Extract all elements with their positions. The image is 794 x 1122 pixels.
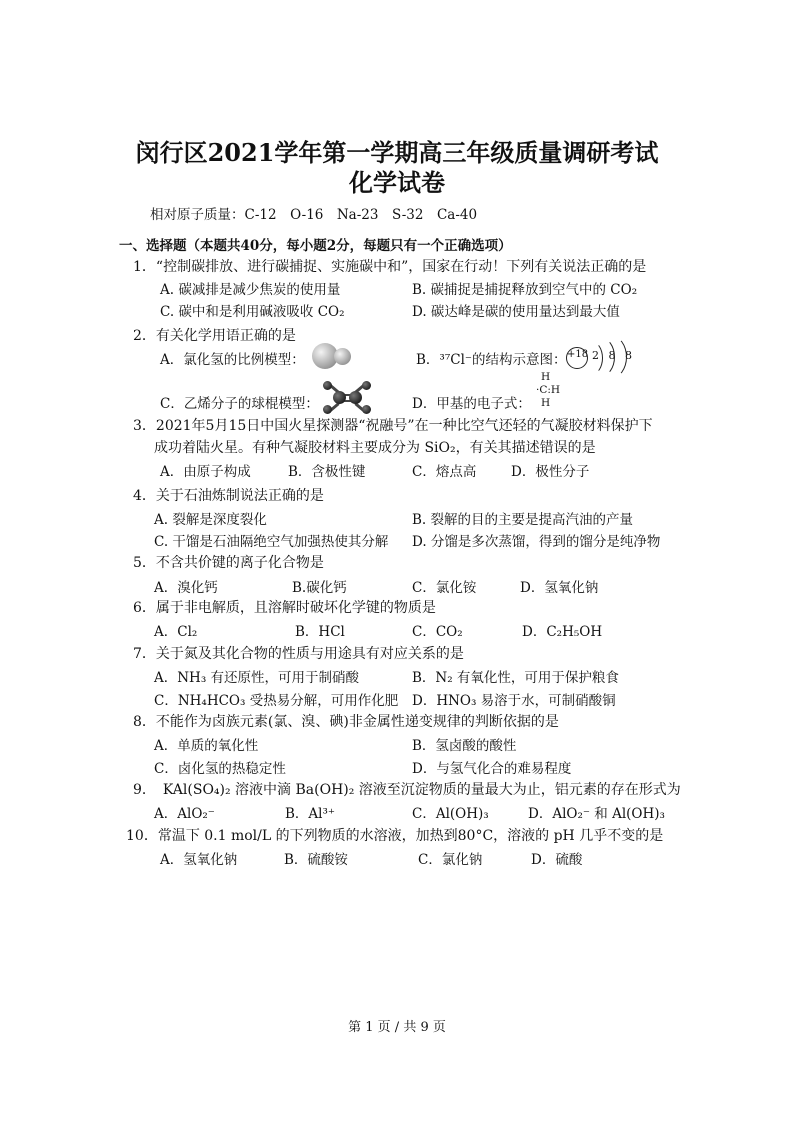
q2-option-d: D．甲基的电子式： bbox=[412, 396, 531, 412]
q10-stem: 10．常温下 0.1 mol/L 的下列物质的水溶液，加热到80°C，溶液的 pH 几乎不变的是 bbox=[126, 828, 664, 844]
q5-option-d: D．氢氧化钠 bbox=[520, 580, 599, 596]
q7-option-c: C．NH₄HCO₃ 受热易分解，可用作化肥 bbox=[154, 693, 399, 709]
q9-option-b: B．Al³⁺ bbox=[285, 806, 336, 822]
q7-stem: 7．关于氮及其化合物的性质与用途具有对应关系的是 bbox=[133, 646, 464, 662]
q2-stem: 2．有关化学用语正确的是 bbox=[133, 328, 296, 344]
q2-option-b: B．³⁷Cl⁻的结构示意图： bbox=[416, 352, 567, 368]
q3-option-a: A．由原子构成 bbox=[160, 464, 251, 480]
q8-option-c: C．卤化氢的热稳定性 bbox=[154, 761, 286, 777]
q8-option-d: D．与氢气化合的难易程度 bbox=[412, 761, 572, 777]
section-heading: 一、选择题（本题共40分，每小题2分，每题只有一个正确选项） bbox=[119, 238, 512, 254]
q6-option-d: D．C₂H₅OH bbox=[522, 624, 603, 640]
q5-option-a: A．溴化钙 bbox=[154, 580, 218, 596]
nucleus-charge: +18 bbox=[567, 349, 589, 360]
q1-option-c: C. 碳中和是利用碱液吸收 CO₂ bbox=[160, 304, 345, 320]
q3-stem: 3．2021年5月15日中国火星探测器“祝融号”在一种比空气还轻的气凝胶材料保护下 bbox=[133, 418, 653, 434]
q4-option-a: A. 裂解是深度裂化 bbox=[154, 512, 267, 528]
q8-option-a: A．单质的氧化性 bbox=[154, 738, 259, 754]
q10-option-a: A．氢氧化钠 bbox=[160, 852, 238, 868]
q5-option-b: B.碳化钙 bbox=[292, 580, 347, 596]
q8-option-b: B．氢卤酸的酸性 bbox=[412, 738, 517, 754]
cl-ion-structure-diagram bbox=[566, 335, 636, 375]
q3-option-d: D．极性分子 bbox=[511, 464, 590, 480]
electron-shells: 2 8 8 bbox=[592, 349, 635, 362]
page-number-footer: 第 1 页 / 共 9 页 bbox=[348, 1020, 446, 1035]
q8-stem: 8．不能作为卤族元素(氯、溴、碘)非金属性递变规律的判断依据的是 bbox=[133, 714, 559, 730]
q4-option-b: B. 裂解的目的主要是提高汽油的产量 bbox=[412, 512, 634, 528]
hcl-space-filling-model bbox=[312, 343, 357, 369]
q4-option-d: D. 分馏是多次蒸馏，得到的馏分是纯净物 bbox=[412, 534, 661, 550]
exam-subtitle: 化学试卷 bbox=[349, 168, 445, 197]
q6-stem: 6．属于非电解质，且溶解时破坏化学键的物质是 bbox=[133, 600, 436, 616]
q7-option-d: D．HNO₃ 易溶于水，可制硝酸铜 bbox=[412, 693, 616, 709]
q9-stem: 9． KAl(SO₄)₂ 溶液中滴 Ba(OH)₂ 溶液至沉淀物质的量最大为止，铝元素的存在形式为 bbox=[133, 782, 681, 798]
q9-option-d: D．AlO₂⁻ 和 Al(OH)₃ bbox=[528, 806, 665, 822]
q4-stem: 4．关于石油炼制说法正确的是 bbox=[133, 488, 324, 504]
ethylene-ball-stick-model bbox=[323, 381, 371, 415]
q3-option-c: C．熔点高 bbox=[412, 464, 477, 480]
q6-option-a: A．Cl₂ bbox=[154, 624, 198, 640]
q6-option-b: B．HCl bbox=[295, 624, 345, 640]
q3-option-b: B．含极性键 bbox=[288, 464, 366, 480]
q1-option-a: A. 碳减排是减少焦炭的使用量 bbox=[160, 282, 341, 298]
q1-option-d: D. 碳达峰是碳的使用量达到最大值 bbox=[412, 304, 620, 320]
methyl-electron-formula: H ·C:H H bbox=[536, 371, 561, 409]
q4-option-c: C. 干馏是石油隔绝空气加强热使其分解 bbox=[154, 534, 389, 550]
exam-title: 闵行区2021学年第一学期高三年级质量调研考试 bbox=[135, 138, 659, 167]
q7-option-a: A．NH₃ 有还原性，可用于制硝酸 bbox=[154, 670, 360, 686]
q7-option-b: B．N₂ 有氧化性，可用于保护粮食 bbox=[412, 670, 619, 686]
q3-stem-cont: 成功着陆火星。有种气凝胶材料主要成分为 SiO₂，有关其描述错误的是 bbox=[154, 440, 596, 456]
q2-option-c: C．乙烯分子的球棍模型： bbox=[160, 396, 319, 412]
q6-option-c: C．CO₂ bbox=[412, 624, 463, 640]
q10-option-c: C．氯化钠 bbox=[418, 852, 483, 868]
q5-stem: 5．不含共价键的离子化合物是 bbox=[133, 555, 324, 571]
q1-option-b: B. 碳捕捉是捕捉释放到空气中的 CO₂ bbox=[412, 282, 638, 298]
q5-option-c: C．氯化铵 bbox=[412, 580, 477, 596]
q10-option-b: B．硫酸铵 bbox=[284, 852, 348, 868]
q9-option-c: C．Al(OH)₃ bbox=[412, 806, 489, 822]
atomic-mass-line: 相对原子质量：C-12 O-16 Na-23 S-32 Ca-40 bbox=[150, 207, 478, 223]
q9-option-a: A．AlO₂⁻ bbox=[154, 806, 215, 822]
q10-option-d: D．硫酸 bbox=[531, 852, 583, 868]
q2-option-a: A．氯化氢的比例模型： bbox=[160, 352, 305, 368]
q1-stem: 1．“控制碳排放、进行碳捕捉、实施碳中和”，国家在行动！下列有关说法正确的是 bbox=[133, 259, 647, 275]
